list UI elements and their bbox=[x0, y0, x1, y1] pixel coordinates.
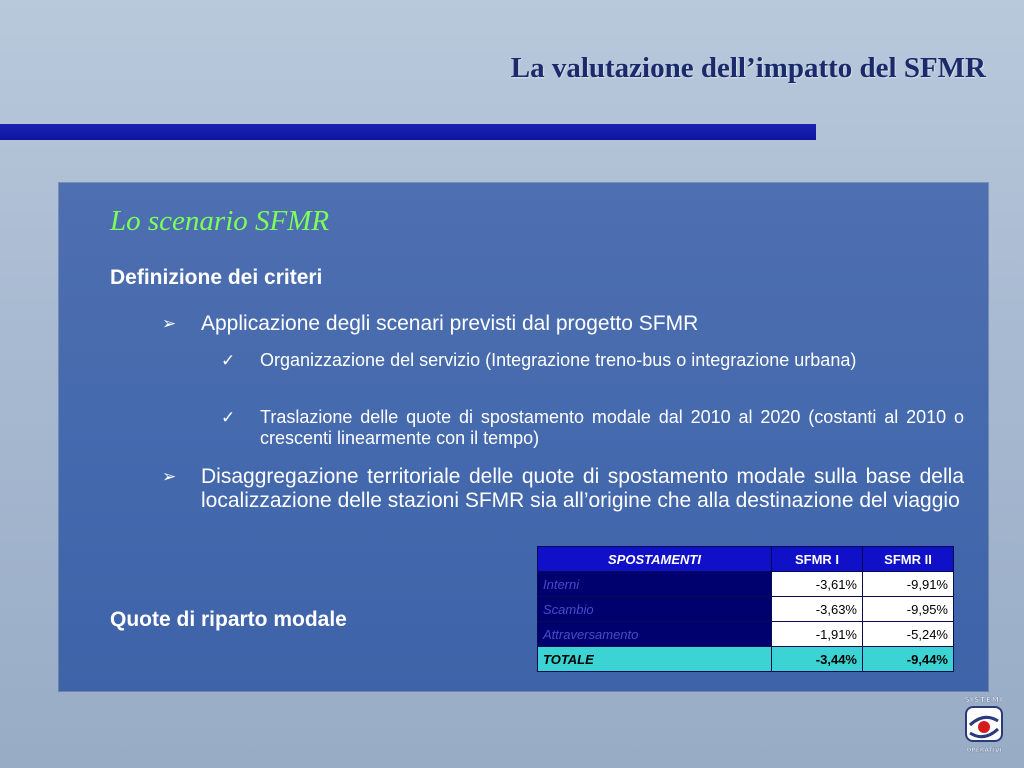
table-row bbox=[538, 622, 954, 647]
logo-dot-icon bbox=[978, 721, 990, 733]
bullet-item bbox=[162, 465, 964, 513]
table-cell-label: Scambio bbox=[538, 597, 772, 622]
table-cell-label: TOTALE bbox=[538, 647, 772, 672]
sub-bullet-text: Organizzazione del servizio (Integrazione treno-bus o integrazione urbana) bbox=[260, 350, 857, 370]
table-cell-label: Interni bbox=[538, 572, 772, 597]
table-header-row bbox=[538, 547, 954, 572]
table-cell-value: -1,91% bbox=[772, 622, 863, 647]
table-cell-value: -9,95% bbox=[863, 597, 954, 622]
modal-share-table bbox=[537, 546, 954, 672]
slide-title: La valutazione dell’impatto del SFMR bbox=[510, 52, 986, 84]
table-header-cell: SFMR I bbox=[772, 547, 863, 572]
table-cell-value: -3,63% bbox=[772, 597, 863, 622]
table-cell-value: -3,44% bbox=[772, 647, 863, 672]
table-row bbox=[538, 572, 954, 597]
table-header-cell: SFMR II bbox=[863, 547, 954, 572]
arrow-bullet-icon: ➢ bbox=[162, 467, 177, 486]
table-cell-value: -9,91% bbox=[863, 572, 954, 597]
modal-share-title: Quote di riparto modale bbox=[110, 608, 347, 631]
table-cell-value: -3,61% bbox=[772, 572, 863, 597]
bullet-item bbox=[162, 312, 964, 336]
sub-bullet-text: Traslazione delle quote di spostamento modale dal 2010 al 2020 (costanti al 2010 o crescenti linearmente con il tempo) bbox=[260, 407, 964, 448]
table-row bbox=[538, 597, 954, 622]
table-total-row bbox=[538, 647, 954, 672]
checkmark-icon: ✓ bbox=[221, 408, 236, 427]
table-cell-value: -9,44% bbox=[863, 647, 954, 672]
checkmark-icon: ✓ bbox=[221, 351, 236, 370]
bullet-text: Disaggregazione territoriale delle quote di spostamento modale sulla base della localizzazione delle stazioni SFMR sia all’origine che alla destinazione del viaggio bbox=[201, 465, 964, 512]
criteria-title: Definizione dei criteri bbox=[110, 266, 323, 289]
sub-bullet-item bbox=[221, 350, 964, 371]
sub-bullet-item bbox=[221, 407, 964, 449]
arrow-bullet-icon: ➢ bbox=[162, 314, 177, 333]
table-cell-label: Attraversamento bbox=[538, 622, 772, 647]
table-cell-value: -5,24% bbox=[863, 622, 954, 647]
logo-bottom-text: OPERATIVI bbox=[966, 747, 1002, 754]
scenario-title: Lo scenario SFMR bbox=[110, 205, 330, 237]
bullet-text: Applicazione degli scenari previsti dal progetto SFMR bbox=[201, 312, 699, 335]
logo-top-text: SISTEMI bbox=[964, 696, 1004, 704]
table-header-cell: SPOSTAMENTI bbox=[538, 547, 772, 572]
sistemi-operativi-logo bbox=[958, 694, 1010, 756]
title-underline-bar bbox=[0, 124, 816, 140]
